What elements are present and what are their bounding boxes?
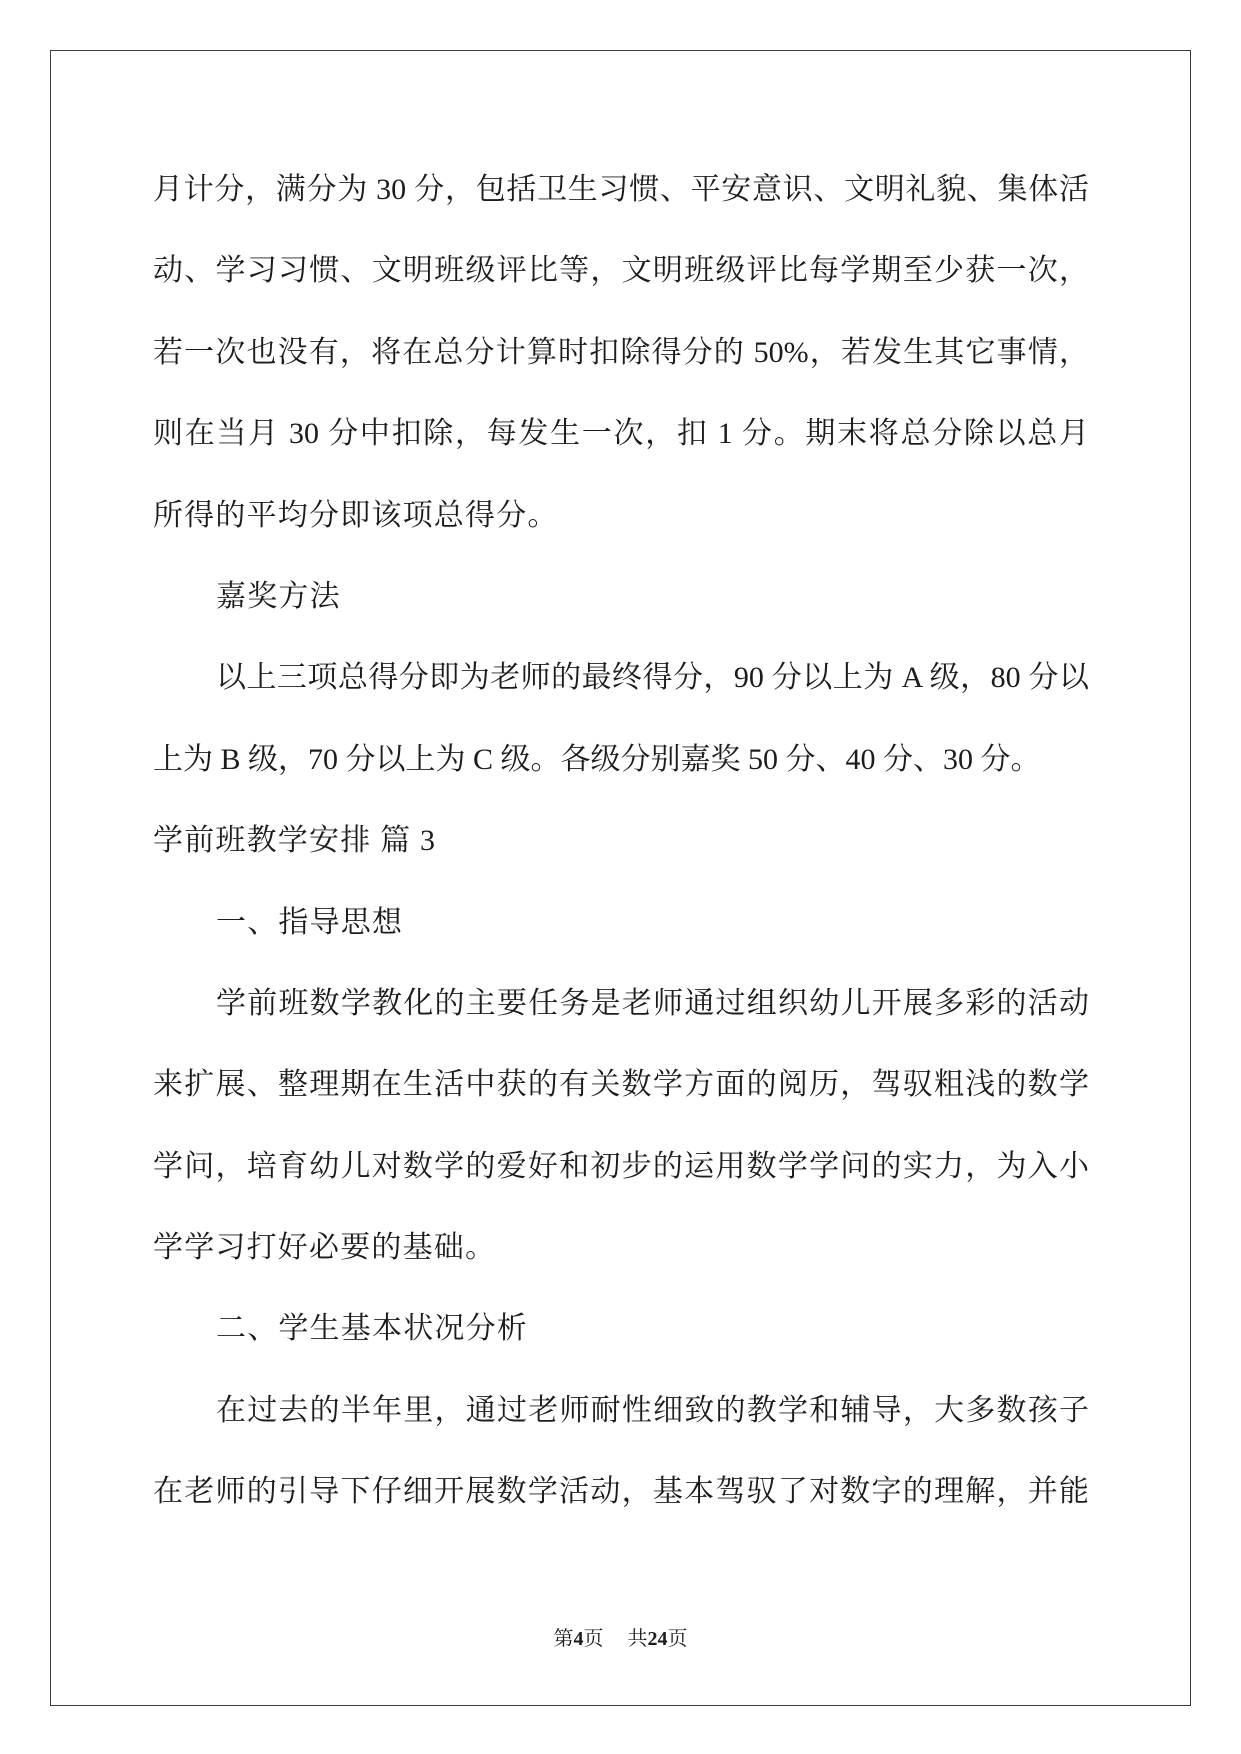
section-heading-reward xyxy=(153,556,1089,637)
page-label-suffix: 页 xyxy=(583,1628,604,1650)
section-heading-guiding xyxy=(153,882,1089,963)
chapter-title: 学前班教学安排 篇 3 xyxy=(153,824,437,858)
body-line: 若一次也没有，将在总分计算时扣除得分的 50%，若发生其它事情， xyxy=(153,335,1089,369)
body-line: 在过去的半年里，通过老师耐性细致的教学和辅导，大多数孩子 xyxy=(216,1393,1089,1427)
body-line: 学前班数学教化的主要任务是老师通过组织幼儿开展多彩的活动 xyxy=(216,986,1089,1020)
paragraph xyxy=(153,963,1089,1289)
page-number: 4 xyxy=(573,1628,584,1650)
paragraph xyxy=(153,149,1089,556)
body-line: 月计分，满分为 30 分，包括卫生习惯、平安意识、文明礼貌、集体活 xyxy=(153,173,1089,206)
body-line: 来扩展、整理期在生活中获的有关数学方面的阅历，驾驭粗浅的数学 xyxy=(153,1068,1089,1102)
section-heading: 嘉奖方法 xyxy=(216,579,341,613)
paragraph xyxy=(153,1370,1089,1533)
total-pages: 24 xyxy=(647,1628,668,1650)
body-line: 上为 B 级，70 分以上为 C 级。各级分别嘉奖 50 分、40 分、30 分。 xyxy=(153,742,1041,776)
body-line: 在老师的引导下仔细开展数学活动，基本驾驭了对数字的理解，并能 xyxy=(153,1475,1089,1509)
page-label-prefix: 第 xyxy=(553,1628,574,1650)
total-label-prefix: 共 xyxy=(627,1628,648,1650)
section-heading-students xyxy=(153,1288,1089,1369)
body-line: 所得的平均分即该项总得分。 xyxy=(153,498,559,532)
body-line: 则在当月 30 分中扣除，每发生一次，扣 1 分。期末将总分除以总月 xyxy=(153,417,1089,451)
section-heading: 二、学生基本状况分析 xyxy=(216,1312,528,1346)
body-line: 学学习打好必要的基础。 xyxy=(153,1231,497,1265)
document-body xyxy=(153,149,1089,1533)
total-label-suffix: 页 xyxy=(667,1628,688,1650)
section-heading: 一、指导思想 xyxy=(216,905,404,939)
paragraph xyxy=(153,637,1089,800)
body-line: 以上三项总得分即为老师的最终得分，90 分以上为 A 级，80 分以 xyxy=(216,661,1089,695)
chapter-title-block xyxy=(153,800,1089,881)
body-line: 学问，培育幼儿对数学的爱好和初步的运用数学学问的实力，为入小 xyxy=(153,1149,1089,1183)
page-footer xyxy=(0,1624,1241,1654)
body-line: 动、学习习惯、文明班级评比等，文明班级评比每学期至少获一次， xyxy=(153,254,1089,288)
